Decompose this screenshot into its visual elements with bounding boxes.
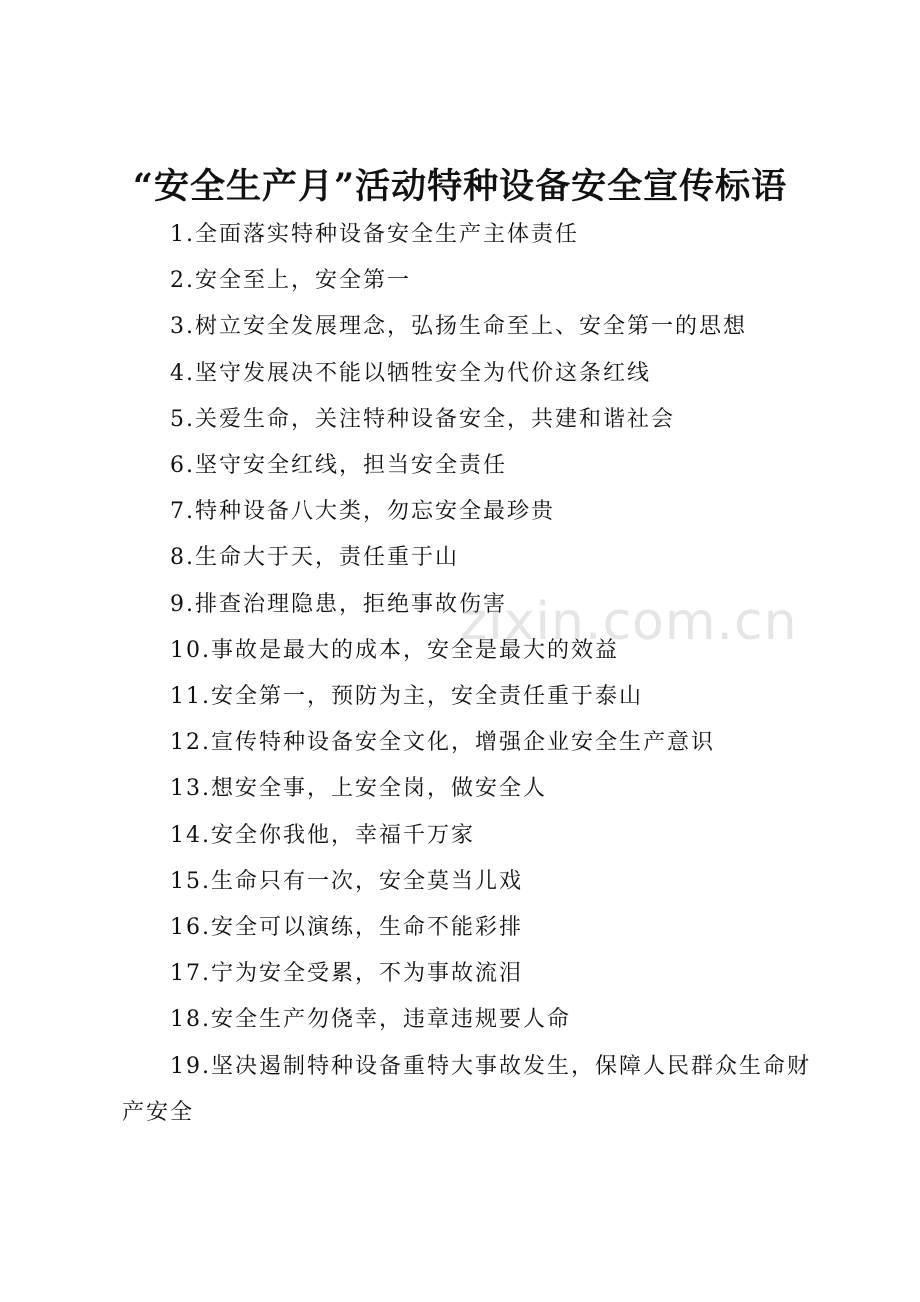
slogan-item: 10.事故是最大的成本，安全是最大的效益 <box>170 637 619 663</box>
slogan-item: 6.坚守安全红线，担当安全责任 <box>170 453 507 479</box>
slogan-item: 3.树立安全发展理念，弘扬生命至上、安全第一的思想 <box>170 314 747 340</box>
document-title: “安全生产月”活动特种设备安全宣传标语 <box>132 166 788 207</box>
slogan-item: 15.生命只有一次，安全莫当儿戏 <box>170 868 523 894</box>
slogan-item: 8.生命大于天，责任重于山 <box>170 545 459 571</box>
slogan-item: 4.坚守发展决不能以牺牲安全为代价这条红线 <box>170 360 651 386</box>
slogan-item: 7.特种设备八大类，勿忘安全最珍贵 <box>170 499 555 525</box>
slogan-item: 16.安全可以演练，生命不能彩排 <box>170 915 523 941</box>
slogan-item: 1.全面落实特种设备安全生产主体责任 <box>170 222 579 247</box>
slogan-item: 13.想安全事，上安全岗，做安全人 <box>170 776 547 802</box>
slogan-item: 19.坚决遏制特种设备重特大事故发生，保障人民群众生命财产安全 <box>122 1053 811 1125</box>
slogan-item: 9.排查治理隐患，拒绝事故伤害 <box>170 591 507 617</box>
slogan-item: 17.宁为安全受累，不为事故流泪 <box>170 961 523 987</box>
slogan-item: 18.安全生产勿侥幸，违章违规要人命 <box>170 1007 571 1033</box>
slogan-item: 11.安全第一，预防为主，安全责任重于泰山 <box>170 684 643 710</box>
slogan-item: 14.安全你我他，幸福千万家 <box>170 822 475 848</box>
slogan-item: 5.关爱生命，关注特种设备安全，共建和谐社会 <box>170 406 675 432</box>
watermark-text: zixin.com.cn <box>460 592 798 652</box>
slogan-item: 12.宣传特种设备安全文化，增强企业安全生产意识 <box>170 730 715 756</box>
slogan-item: 2.安全至上，安全第一 <box>170 268 411 294</box>
slogan-list <box>122 212 812 1136</box>
